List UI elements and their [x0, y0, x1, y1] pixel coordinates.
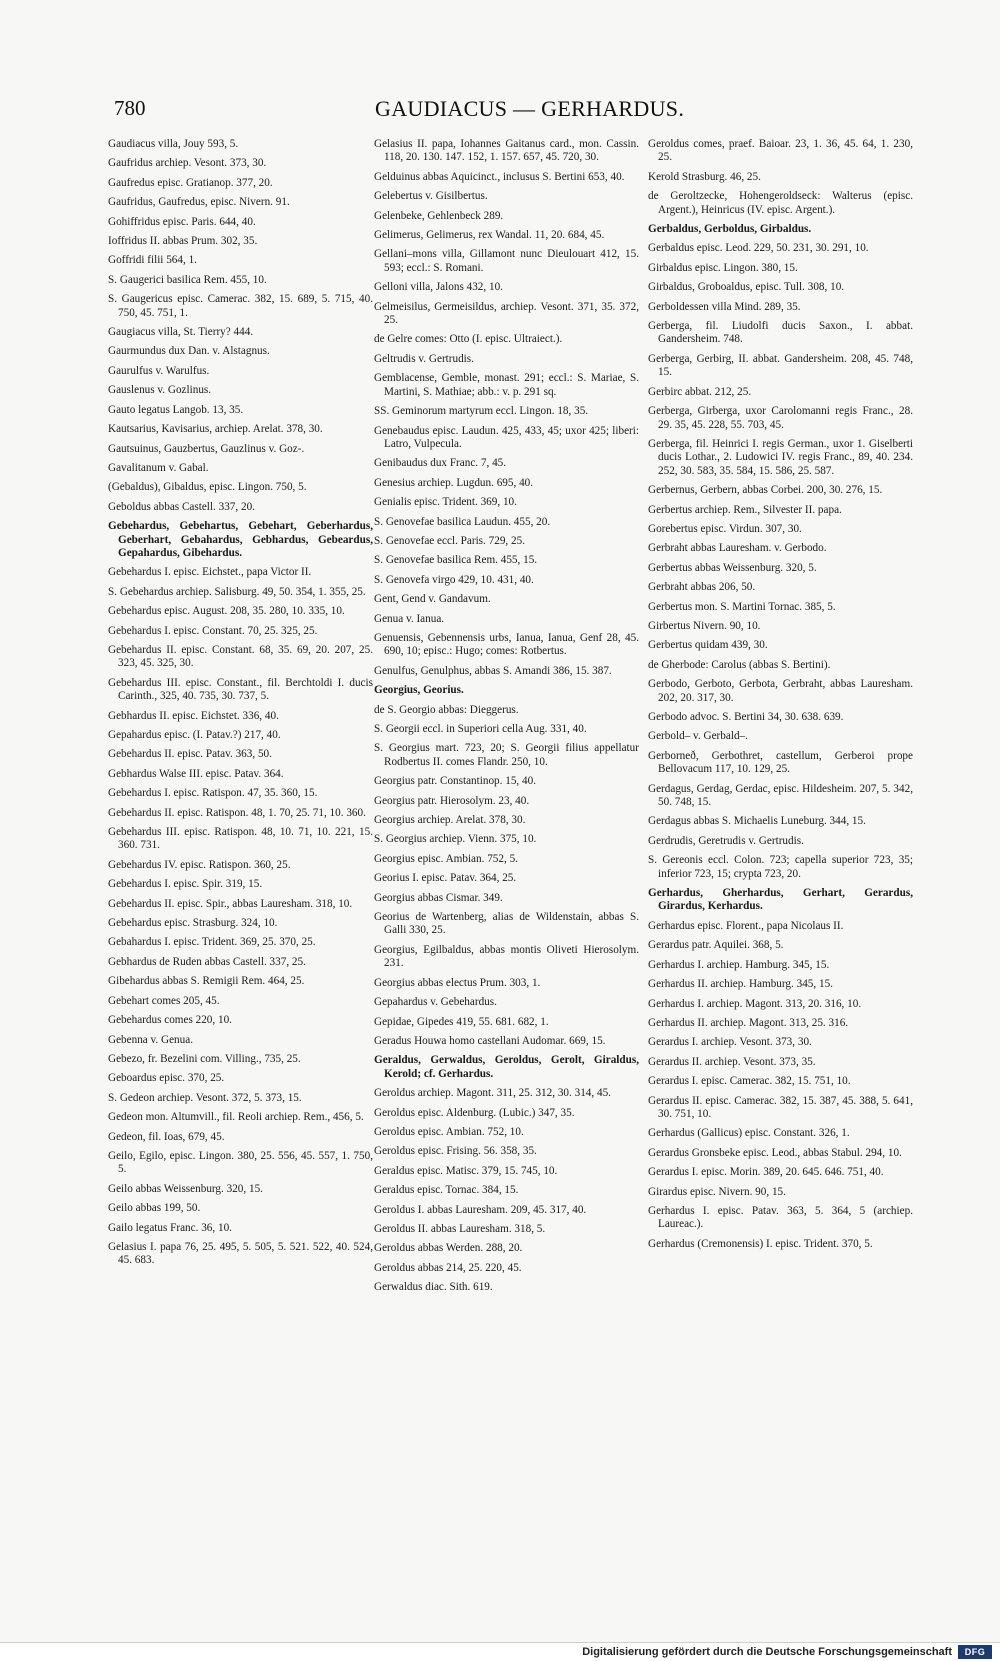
index-entry: Gerhardus (Gallicus) episc. Constant. 326, 1.	[648, 1127, 850, 1140]
index-entry: SS. Geminorum martyrum eccl. Lingon. 18, 35.	[374, 405, 589, 418]
index-entry: Kerold Strasburg. 46, 25.	[648, 170, 761, 183]
index-entry: Genuensis, Gebennensis urbs, Ianua, Ianua, Genf 28, 45. 690, 10; episc.: Hugo; comes: Rotbertus.	[374, 631, 639, 658]
index-entry: S. Genovefa virgo 429, 10. 431, 40.	[374, 573, 534, 586]
index-entry: Gaufridus archiep. Vesont. 373, 30.	[108, 157, 267, 170]
index-entry: Gerdagus abbas S. Michaelis Luneburg. 344, 15.	[648, 815, 866, 828]
index-entry: Gerardus I. episc. Morin. 389, 20. 645. 646. 751, 40.	[648, 1166, 884, 1179]
index-entry: Geradus Houwa homo castellani Audomar. 669, 15.	[374, 1034, 606, 1047]
index-entry: Genialis episc. Trident. 369, 10.	[374, 496, 517, 509]
index-entry: Genebaudus episc. Laudun. 425, 433, 45; uxor 425; liberi: Latro, Vulpecula.	[374, 424, 639, 450]
index-entry: Gebehardus II. episc. Constant. 68, 35. 69, 20. 207, 25. 323, 45. 325, 30.	[108, 643, 373, 670]
index-entry: Gerbraht abbas Lauresham. v. Gerbodo.	[648, 542, 827, 555]
index-entry: Gautsuinus, Gauzbertus, Gauzlinus v. Goz-.	[108, 442, 305, 455]
index-heading: Gebehardus, Gebehartus, Gebehart, Geberhardus, Geberhart, Gebahardus, Gebhardus, Gebeardus, Gepahardus, Gibehardus.	[108, 520, 373, 559]
index-entry: Georgius episc. Ambian. 752, 5.	[374, 852, 518, 865]
index-entry: Gerhardus I. archiep. Hamburg. 345, 15.	[648, 958, 830, 971]
index-entry: Gepidae, Gipedes 419, 55. 681. 682, 1.	[374, 1015, 549, 1028]
index-entry: S. Georgius archiep. Vienn. 375, 10.	[374, 833, 537, 846]
index-entry: Gerbodo, Gerboto, Gerbota, Gerbraht, abbas Lauresham. 202, 20. 317, 30.	[648, 678, 913, 704]
index-entry: Gerhardus I. episc. Patav. 363, 5. 364, 5 (archiep. Laureac.).	[648, 1204, 913, 1231]
index-entry: Gelmeisilus, Germeisildus, archiep. Vesont. 371, 35. 372, 25.	[374, 300, 639, 327]
index-entry: Gemblacense, Gemble, monast. 291; eccl.: S. Mariae, S. Martini, S. Mathiae; abb.: v. p. 291 sq.	[374, 372, 639, 398]
index-entry: Georius I. episc. Patav. 364, 25.	[374, 872, 517, 885]
index-entry: Gerwaldus diac. Sith. 619.	[374, 1281, 493, 1294]
index-entry: Geilo abbas Weissenburg. 320, 15.	[108, 1182, 263, 1195]
index-entry: de Geroltzecke, Hohengeroldseck: Walterus (episc. Argent.), Heinricus (IV. episc. Argent.).	[648, 190, 913, 216]
index-entry: Gerdrudis, Geretrudis v. Gertrudis.	[648, 834, 804, 847]
index-entry: Gebehardus episc. Strasburg. 324, 10.	[108, 917, 278, 930]
index-entry: Gerardus patr. Aquilei. 368, 5.	[648, 939, 784, 952]
index-entry: Gebehardus I. episc. Spir. 319, 15.	[108, 878, 263, 891]
index-entry: Gebehardus I. episc. Eichstet., papa Victor II.	[108, 566, 312, 579]
index-entry: Geltrudis v. Gertrudis.	[374, 352, 474, 365]
index-column-2	[374, 138, 639, 1301]
index-entry: Geraldus episc. Matisc. 379, 15. 745, 10.	[374, 1164, 558, 1177]
index-entry: Gelduinus abbas Aquicinct., inclusus S. Bertini 653, 40.	[374, 170, 625, 183]
index-entry: Genesius archiep. Lugdun. 695, 40.	[374, 476, 534, 489]
index-entry: Gebehardus I. episc. Constant. 70, 25. 325, 25.	[108, 624, 318, 637]
index-entry: Geroldus I. abbas Lauresham. 209, 45. 317, 40.	[374, 1203, 587, 1216]
dfg-logo: DFG	[958, 1645, 992, 1659]
index-entry: Gebehardus III. episc. Ratispon. 48, 10. 71, 10. 221, 15. 360. 731.	[108, 826, 373, 852]
index-column-1	[108, 138, 373, 1274]
index-entry: Gaurulfus v. Warulfus.	[108, 364, 210, 377]
index-entry: Georgius patr. Constantinop. 15, 40.	[374, 775, 537, 788]
index-entry: Gellani–mons villa, Gillamont nunc Dieulouart 412, 15. 593; eccl.: S. Romani.	[374, 248, 639, 274]
index-entry: S. Gedeon archiep. Vesont. 372, 5. 373, 15.	[108, 1091, 302, 1104]
index-heading: Geraldus, Gerwaldus, Geroldus, Gerolt, Giraldus, Kerold; cf. Gerhardus.	[374, 1054, 639, 1080]
index-entry: Gerberga, Girberga, uxor Carolomanni regis Franc., 28. 29. 35, 45. 228, 55. 703, 45.	[648, 405, 913, 431]
index-entry: Gerbertus archiep. Rem., Silvester II. papa.	[648, 503, 842, 516]
index-entry: Gebehardus III. episc. Constant., fil. Berchtoldi I. ducis Carinth., 325, 40. 735, 30. 737, 5.	[108, 676, 373, 703]
index-entry: Genua v. Ianua.	[374, 612, 445, 625]
index-entry: Goffridi filii 564, 1.	[108, 254, 197, 267]
index-entry: Gelimerus, Gelimerus, rex Wandal. 11, 20. 684, 45.	[374, 229, 605, 242]
index-entry: Gerhardus (Cremonensis) I. episc. Trident. 370, 5.	[648, 1237, 873, 1250]
index-entry: S. Georgius mart. 723, 20; S. Georgii filius appellatur Rodbertus II. comes Flandr. 250, 10.	[374, 742, 639, 768]
index-entry: S. Georgii eccl. in Superiori cella Aug. 331, 40.	[374, 723, 587, 735]
index-entry: Geboardus episc. 370, 25.	[108, 1072, 225, 1085]
index-entry: Geilo abbas 199, 50.	[108, 1202, 201, 1215]
index-entry: Gebenna v. Genua.	[108, 1033, 194, 1046]
index-entry: Girbaldus, Groboaldus, episc. Tull. 308, 10.	[648, 281, 845, 294]
index-entry: Gerberga, fil. Liudolfi ducis Saxon., I. abbat. Gandersheim. 748.	[648, 320, 913, 346]
index-entry: Gerberga, Gerbirg, II. abbat. Gandersheim. 208, 45. 748, 15.	[648, 352, 913, 379]
index-entry: Geilo, Egilo, episc. Lingon. 380, 25. 556, 45. 557, 1. 750, 5.	[108, 1149, 373, 1176]
index-entry: Gerdagus, Gerdag, Gerdac, episc. Hildesheim. 207, 5. 342, 50. 748, 15.	[648, 782, 913, 809]
index-entry: Gerbertus abbas Weissenburg. 320, 5.	[648, 561, 817, 574]
index-entry: Gerhardus episc. Florent., papa Nicolaus II.	[648, 919, 844, 932]
index-entry: Gerhardus II. archiep. Hamburg. 345, 15.	[648, 978, 833, 991]
index-entry: Georius de Wartenberg, alias de Wildenstain, abbas S. Galli 330, 25.	[374, 911, 639, 937]
index-entry: Gerborneð, Gerbothret, castellum, Gerberoi prope Bellovacum 117, 10. 129, 25.	[648, 749, 913, 776]
index-entry: Gerbraht abbas 206, 50.	[648, 581, 756, 594]
index-entry: S. Gereonis eccl. Colon. 723; capella superior 723, 35; inferior 723, 15; crypta 723, 20.	[648, 854, 913, 880]
index-entry: Geroldus II. abbas Lauresham. 318, 5.	[374, 1222, 546, 1235]
index-entry: Gerbold– v. Gerbald–.	[648, 730, 748, 743]
index-entry: Gerardus Gronsbeke episc. Leod., abbas Stabul. 294, 10.	[648, 1146, 902, 1159]
index-entry: Geroldus abbas Werden. 288, 20.	[374, 1242, 523, 1255]
index-entry: Gibehardus abbas S. Remigii Rem. 464, 25.	[108, 975, 305, 988]
index-entry: Gerbertus quidam 439, 30.	[648, 639, 768, 652]
index-entry: de Gelre comes: Otto (I. episc. Ultraiect.).	[374, 333, 563, 346]
index-entry: Gorebertus episc. Virdun. 307, 30.	[648, 522, 802, 535]
index-entry: Gaugiacus villa, St. Tierry? 444.	[108, 326, 254, 339]
index-heading: Georgius, Georius.	[374, 684, 464, 697]
index-entry: Gebehardus I. episc. Ratispon. 47, 35. 360, 15.	[108, 787, 318, 800]
page-header	[0, 96, 1000, 126]
index-entry: S. Genovefae eccl. Paris. 729, 25.	[374, 534, 525, 547]
running-head: GAUDIACUS — GERHARDUS.	[375, 96, 685, 121]
index-entry: Gebehardus II. episc. Patav. 363, 50.	[108, 748, 272, 761]
index-entry: Gaudiacus villa, Jouy 593, 5.	[108, 138, 239, 150]
index-entry: S. Gebehardus archiep. Salisburg. 49, 50. 354, 1. 355, 25.	[108, 585, 366, 598]
index-entry: Genulfus, Genulphus, abbas S. Amandi 386, 15. 387.	[374, 664, 612, 677]
index-entry: Gerardus I. episc. Camerac. 382, 15. 751, 10.	[648, 1075, 851, 1088]
index-entry: Gebhardus Walse III. episc. Patav. 364.	[108, 767, 284, 780]
index-entry: Geroldus episc. Ambian. 752, 10.	[374, 1125, 524, 1138]
index-entry: Georgius abbas electus Prum. 303, 1.	[374, 976, 541, 989]
index-entry: Girbertus Nivern. 90, 10.	[648, 619, 761, 632]
index-entry: Georgius, Egilbaldus, abbas montis Oliveti Hierosolym. 231.	[374, 943, 639, 970]
index-entry: Georgius patr. Hierosolym. 23, 40.	[374, 794, 530, 807]
index-entry: Geboldus abbas Castell. 337, 20.	[108, 500, 255, 513]
index-entry: Gelebertus v. Gisilbertus.	[374, 190, 488, 203]
index-heading: Gerhardus, Gherhardus, Gerhart, Gerardus, Girardus, Kerhardus.	[648, 887, 913, 913]
index-entry: Genibaudus dux Franc. 7, 45.	[374, 457, 507, 470]
index-entry: Gerhardus I. archiep. Magont. 313, 20. 316, 10.	[648, 997, 862, 1010]
index-entry: Gaufredus episc. Gratianop. 377, 20.	[108, 176, 273, 189]
index-heading: Gerbaldus, Gerboldus, Girbaldus.	[648, 223, 812, 236]
index-entry: (Gebaldus), Gibaldus, episc. Lingon. 750, 5.	[108, 481, 307, 494]
index-entry: Gohiffridus episc. Paris. 644, 40.	[108, 215, 256, 228]
index-entry: Gelasius II. papa, Iohannes Gaitanus card., mon. Cassin. 118, 20. 130. 147. 152, 1. 157. 657, 45. 720, 30.	[374, 138, 639, 164]
index-entry: Gerardus I. archiep. Vesont. 373, 30.	[648, 1036, 812, 1049]
index-entry: Gebehardus episc. August. 208, 35. 280, 10. 335, 10.	[108, 605, 345, 618]
index-entry: Gailo legatus Franc. 36, 10.	[108, 1221, 232, 1234]
index-entry: Gerbaldus episc. Leod. 229, 50. 231, 30. 291, 10.	[648, 242, 869, 255]
index-entry: Gebhardus II. episc. Eichstet. 336, 40.	[108, 709, 279, 722]
index-entry: Georgius archiep. Arelat. 378, 30.	[374, 814, 526, 827]
index-entry: Geroldus episc. Frising. 56. 358, 35.	[374, 1145, 537, 1158]
index-entry: Gelasius I. papa 76, 25. 495, 5. 505, 5. 521. 522, 40. 524, 45. 683.	[108, 1240, 373, 1267]
index-entry: Gerbirc abbat. 212, 25.	[648, 385, 752, 398]
index-entry: Gerbertus mon. S. Martini Tornac. 385, 5.	[648, 600, 836, 613]
index-entry: Gent, Gend v. Gandavum.	[374, 593, 491, 606]
index-entry: Gebehardus comes 220, 10.	[108, 1014, 232, 1027]
index-entry: Gepahardus v. Gebehardus.	[374, 996, 497, 1009]
footer-credit: Digitalisierung gefördert durch die Deutsche Forschungsgemeinschaft	[582, 1646, 952, 1658]
index-entry: Gauslenus v. Gozlinus.	[108, 384, 212, 397]
index-entry: Gepahardus episc. (I. Patav.?) 217, 40.	[108, 729, 281, 741]
index-entry: S. Gaugericus episc. Camerac. 382, 15. 689, 5. 715, 40. 750, 45. 751, 1.	[108, 293, 373, 319]
index-entry: Gerberga, fil. Heinrici I. regis German., uxor 1. Giselberti ducis Lothar., 2. Ludowici IV. regis Franc., 89, 40. 234. 252, 30. 583, 35. 584, 15. 586, 25. 587.	[648, 437, 913, 477]
index-entry: Geroldus archiep. Magont. 311, 25. 312, 30. 314, 45.	[374, 1087, 611, 1100]
index-entry: Gedeon mon. Altumvill., fil. Reoli archiep. Rem., 456, 5.	[108, 1111, 364, 1124]
index-entry: Gerardus II. episc. Camerac. 382, 15. 387, 45. 388, 5. 641, 30. 751, 10.	[648, 1094, 913, 1120]
index-entry: Kautsarius, Kavisarius, archiep. Arelat. 378, 30.	[108, 423, 323, 436]
index-entry: S. Genovefae basilica Laudun. 455, 20.	[374, 515, 551, 528]
index-entry: Geroldus comes, praef. Baioar. 23, 1. 36, 45. 64, 1. 230, 25.	[648, 138, 913, 164]
index-entry: Gebehardus II. episc. Spir., abbas Lauresham. 318, 10.	[108, 897, 353, 910]
index-entry: Geroldus episc. Aldenburg. (Lubic.) 347, 35.	[374, 1106, 575, 1119]
index-entry: Gavalitanum v. Gabal.	[108, 461, 209, 474]
index-entry: Gerardus II. archiep. Vesont. 373, 35.	[648, 1055, 816, 1068]
index-entry: Gebezo, fr. Bezelini com. Villing., 735, 25.	[108, 1052, 301, 1065]
index-entry: Gerhardus II. archiep. Magont. 313, 25. 316.	[648, 1016, 849, 1029]
index-entry: Gebehardus IV. episc. Ratispon. 360, 25.	[108, 858, 291, 871]
digitization-footer	[0, 1642, 1000, 1661]
index-entry: Gebahardus I. episc. Trident. 369, 25. 370, 25.	[108, 936, 316, 949]
index-entry: de Gherbode: Carolus (abbas S. Bertini).	[648, 658, 831, 671]
index-entry: Gaufridus, Gaufredus, episc. Nivern. 91.	[108, 196, 290, 209]
index-entry: S. Genovefae basilica Rem. 455, 15.	[374, 554, 538, 567]
index-entry: Gebehardus II. episc. Ratispon. 48, 1. 70, 25. 71, 10. 360.	[108, 806, 366, 819]
index-entry: Gaurmundus dux Dan. v. Alstagnus.	[108, 345, 270, 358]
index-entry: Gauto legatus Langob. 13, 35.	[108, 403, 244, 416]
index-entry: de S. Georgio abbas: Dieggerus.	[374, 703, 519, 716]
index-entry: Georgius abbas Cismar. 349.	[374, 891, 503, 904]
index-entry: Girardus episc. Nivern. 90, 15.	[648, 1185, 786, 1198]
index-entry: Gebhardus de Ruden abbas Castell. 337, 25.	[108, 955, 306, 968]
index-entry: Ioffridus II. abbas Prum. 302, 35.	[108, 235, 258, 248]
index-entry: S. Gaugerici basilica Rem. 455, 10.	[108, 273, 267, 286]
index-entry: Gerbodo advoc. S. Bertini 34, 30. 638. 639.	[648, 711, 844, 723]
index-entry: Girbaldus episc. Lingon. 380, 15.	[648, 261, 798, 274]
index-entry: Gedeon, fil. Ioas, 679, 45.	[108, 1130, 225, 1143]
page-number: 780	[114, 96, 146, 120]
index-entry: Geraldus episc. Tornac. 384, 15.	[374, 1184, 519, 1197]
index-entry: Gebehart comes 205, 45.	[108, 994, 220, 1007]
index-entry: Geroldus abbas 214, 25. 220, 45.	[374, 1261, 522, 1274]
index-entry: Gelenbeke, Gehlenbeck 289.	[374, 209, 504, 222]
index-entry: Gerbernus, Gerbern, abbas Corbei. 200, 30. 276, 15.	[648, 484, 883, 497]
index-entry: Gelloni villa, Jalons 432, 10.	[374, 281, 503, 294]
index-column-3	[648, 138, 913, 1257]
index-entry: Gerboldessen villa Mind. 289, 35.	[648, 300, 801, 313]
